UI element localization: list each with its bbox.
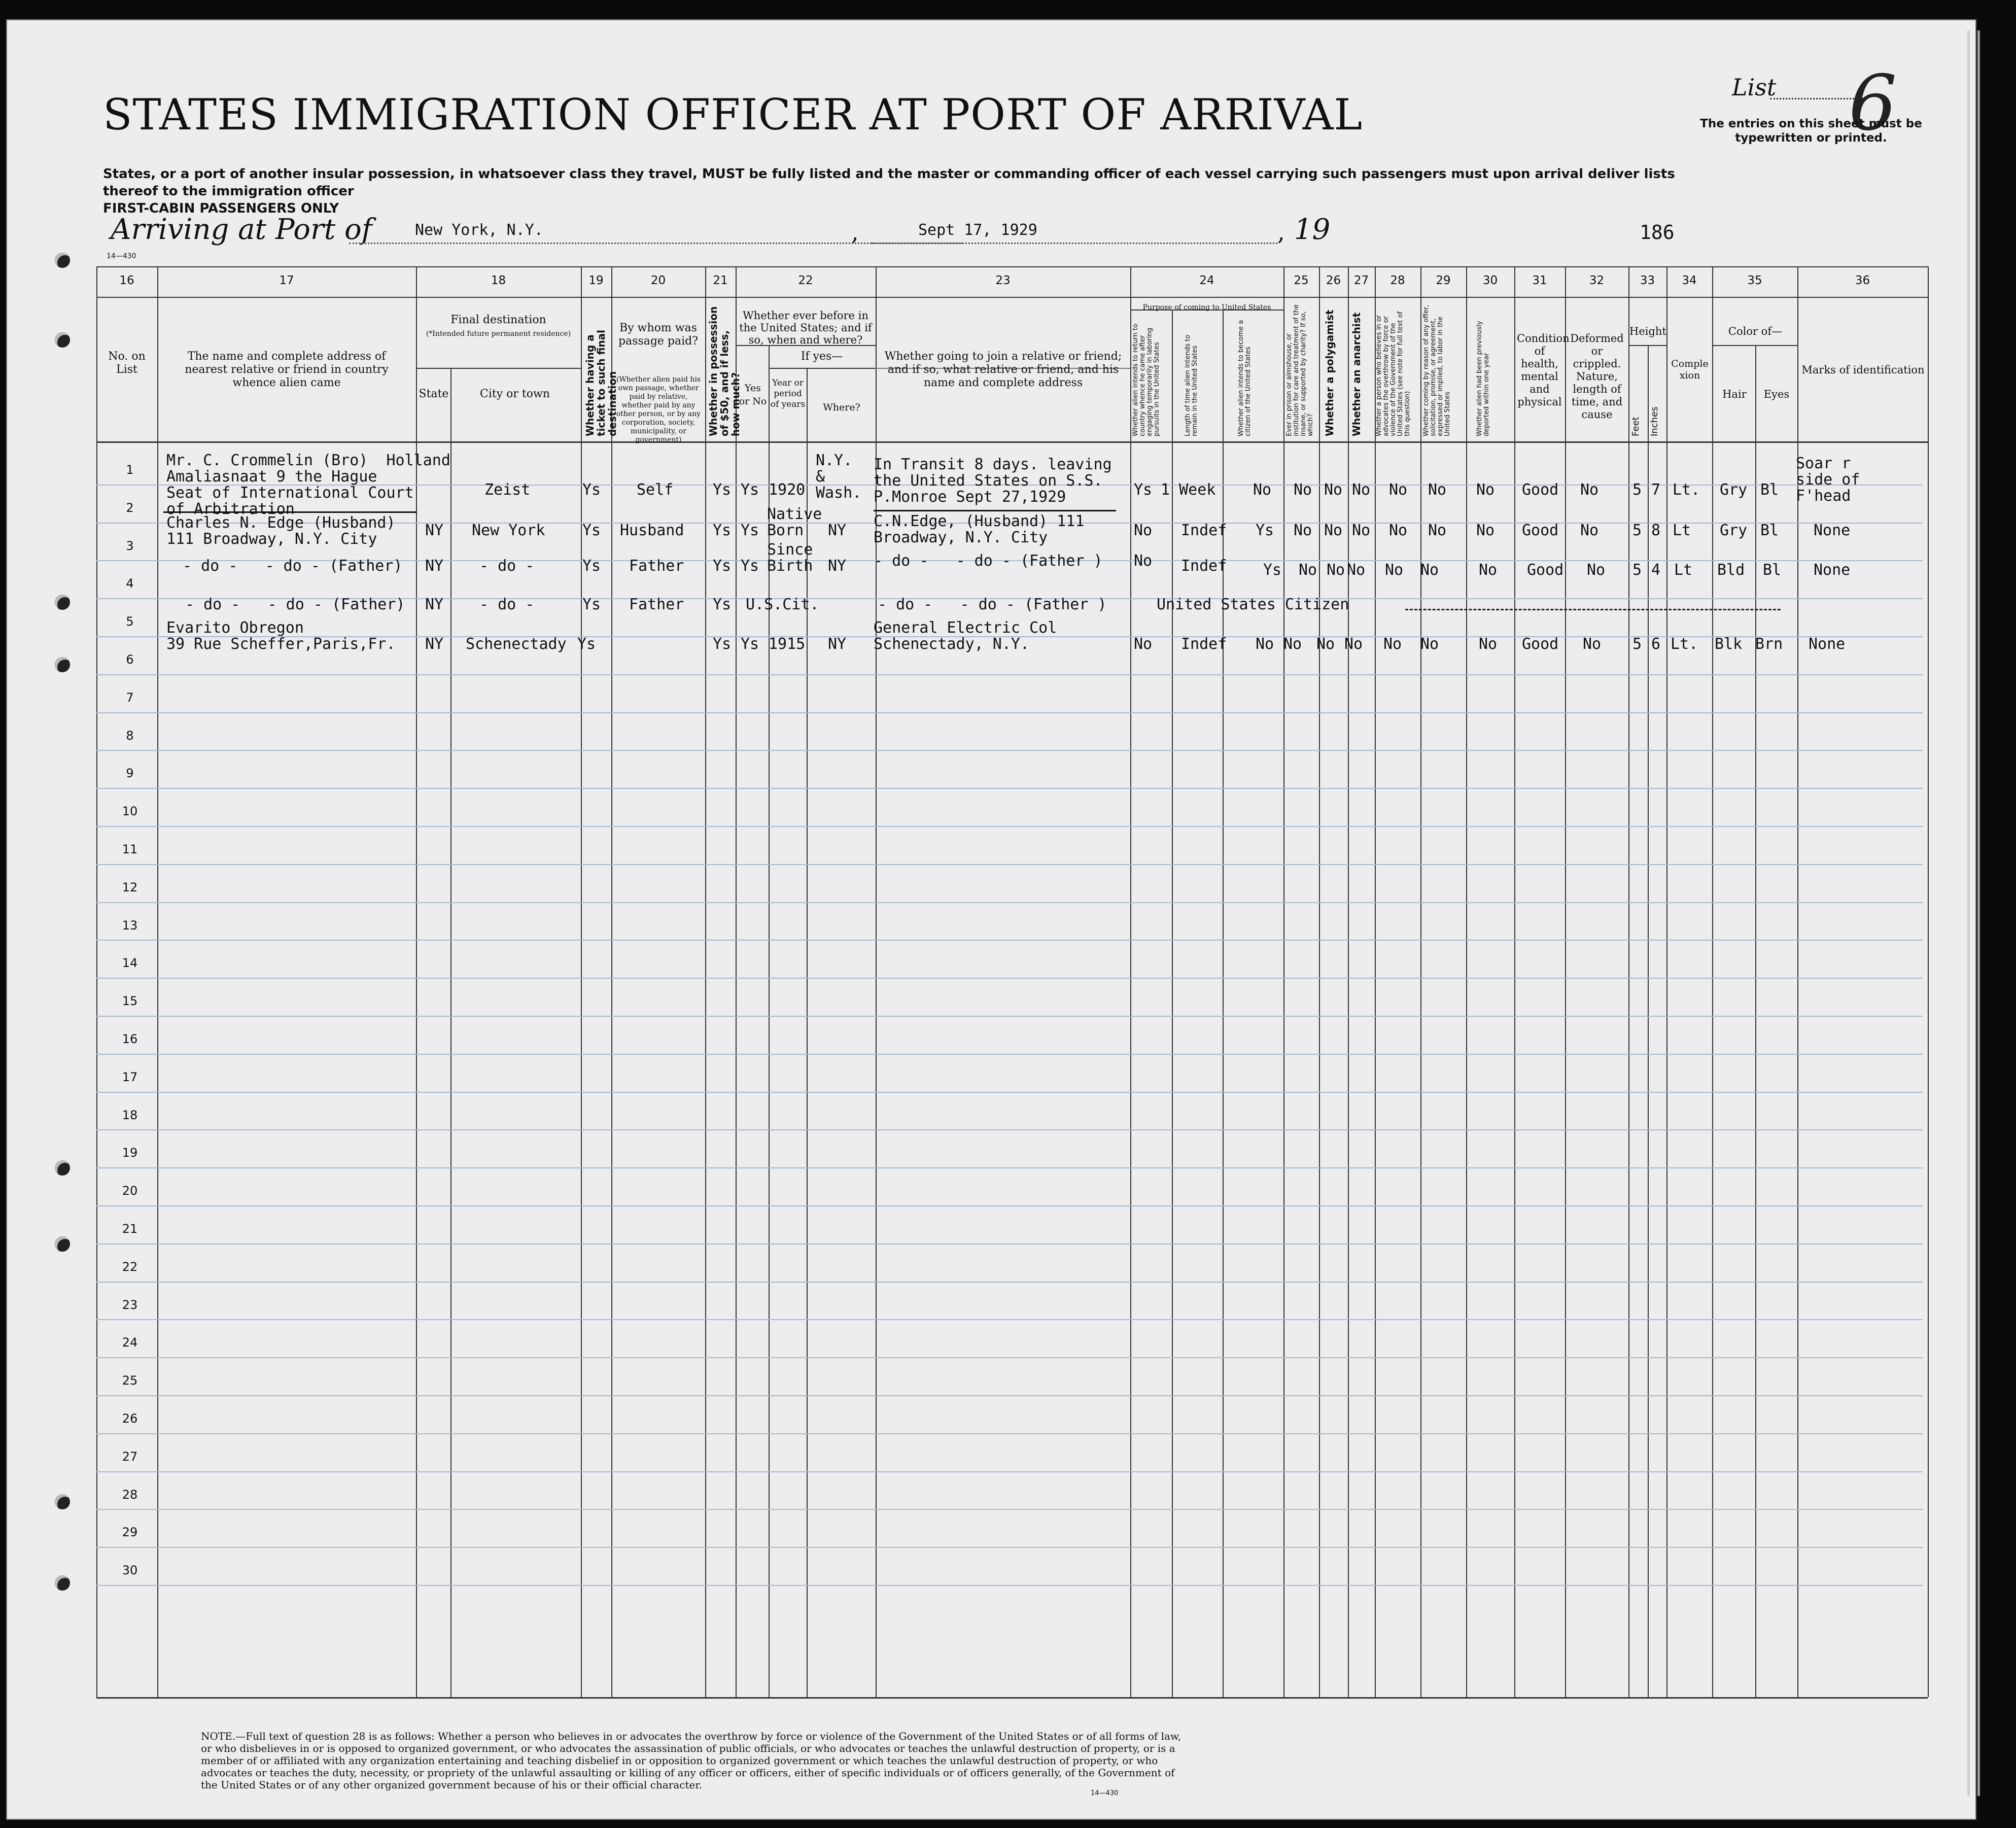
entry-offer: No — [1420, 635, 1439, 653]
page-edge — [1967, 30, 1970, 1796]
entry-state: NY — [425, 522, 444, 539]
header-ticket: Whether having a ticket to such final destination — [584, 330, 618, 436]
entry-overthrow: No — [1383, 635, 1402, 653]
sheet-code: 186 — [1640, 221, 1675, 244]
row-number: 13 — [122, 918, 138, 933]
column-number: 25 — [1294, 274, 1309, 287]
column-number: 30 — [1482, 274, 1498, 287]
entry-year: 1920 — [769, 481, 806, 499]
header-passage-note: (Whether alien paid his own passage, whether paid by relative, whether paid by any other person, or by any corporation, society, municipality, or government) — [616, 375, 701, 444]
row-number: 1 — [126, 463, 134, 477]
entry-return: No — [1134, 552, 1153, 570]
header-no-on-list: No. on List — [108, 350, 146, 376]
entry-health: Good — [1522, 635, 1559, 653]
entry-length: 1 Week — [1161, 481, 1216, 499]
row-rule — [96, 1395, 1923, 1396]
entry-city: - do - — [479, 557, 535, 575]
entry-health: Good — [1527, 561, 1564, 579]
entry-deported: No — [1479, 561, 1498, 579]
date-line — [872, 243, 1277, 244]
entry-state: NY — [425, 635, 444, 653]
row-number: 9 — [126, 766, 134, 781]
entry-underline — [874, 510, 1116, 511]
entry-offer: No — [1420, 561, 1439, 579]
column-number: 26 — [1326, 274, 1341, 287]
binder-hole — [55, 1236, 70, 1252]
entry-relative: - do - - do - (Father) — [183, 557, 403, 575]
row-rule — [96, 1205, 1923, 1206]
entry-length: Indef — [1181, 635, 1227, 653]
row-rule — [96, 864, 1923, 865]
entry-return: Ys — [1134, 481, 1153, 499]
entry-hair: Gry — [1720, 522, 1748, 539]
entry-anarchist: No — [1344, 635, 1363, 653]
entry-prison: No — [1294, 481, 1312, 499]
header-polygamist: Whether a polygamist — [1324, 309, 1336, 436]
footer-code: 14—430 — [1091, 1789, 1119, 1797]
entry-return: No — [1134, 522, 1153, 539]
row-number: 17 — [122, 1070, 138, 1084]
entry-ticket: Ys — [577, 635, 596, 653]
entry-inches: 8 — [1651, 522, 1661, 539]
entry-before: Ys — [741, 635, 759, 653]
header-length-of-stay: Length of time alien intends to remain in the United States — [1184, 334, 1199, 436]
entry-relative: Evarito Obregon 39 Rue Scheffer,Paris,Fr. — [166, 619, 396, 653]
entry-city: Zeist — [484, 481, 531, 499]
row-rule — [96, 1319, 1923, 1320]
row-number: 11 — [122, 842, 138, 856]
column-number: 27 — [1353, 274, 1369, 287]
entry-state: NY — [425, 596, 444, 613]
entry-marks: None — [1814, 561, 1851, 579]
page-edge — [1977, 30, 1980, 1796]
entry-citizen: Ys — [1256, 522, 1274, 539]
column-number: 18 — [491, 274, 506, 287]
row-rule — [96, 978, 1923, 979]
row-number: 19 — [122, 1146, 138, 1160]
entry-year: Since Birth — [767, 541, 813, 575]
column-number: 34 — [1682, 274, 1697, 287]
column-number: 33 — [1640, 274, 1655, 287]
row-number: 20 — [122, 1184, 138, 1198]
entry-deported: No — [1479, 635, 1498, 653]
column-number: 31 — [1532, 274, 1547, 287]
entry-hair: Gry — [1720, 481, 1748, 499]
entry-inches: 4 — [1651, 561, 1661, 579]
header-before-in-us: Whether ever before in the United States; and if so, when and where? — [739, 309, 872, 346]
row-rule — [96, 712, 1923, 713]
entry-year: Native Born — [767, 505, 822, 539]
entry-prison: No — [1294, 522, 1312, 539]
row-number: 27 — [122, 1449, 138, 1464]
entry-prison: No — [1299, 561, 1317, 579]
entry-inches: 7 — [1651, 481, 1661, 499]
row-rule — [96, 674, 1923, 675]
header-feet: Feet — [1630, 417, 1641, 436]
entry-fifty: Ys — [713, 557, 732, 575]
entry-where: N.Y. & Wash. — [816, 452, 862, 502]
row-rule — [96, 750, 1923, 751]
row-number: 22 — [122, 1259, 138, 1274]
column-number: 17 — [279, 274, 294, 287]
header-fifty-dollars: Whether in possession of $50, and if less, how much? — [707, 306, 742, 436]
entry-marks: None — [1814, 522, 1851, 539]
column-number: 23 — [995, 274, 1011, 287]
entry-join: - do - - do - (Father ) — [878, 596, 1107, 613]
entry-polygamist: No — [1324, 481, 1343, 499]
entry-ticket: Ys — [582, 481, 601, 499]
entry-eyes: Bl — [1763, 561, 1782, 579]
row-rule — [96, 1129, 1923, 1130]
header-health: Condition of health, mental and physical — [1517, 332, 1570, 408]
entry-deformed: No — [1580, 522, 1599, 539]
entry-city: - do - — [479, 596, 535, 613]
row-number: 7 — [126, 690, 134, 705]
header-purpose: Purpose of coming to United States — [1142, 303, 1271, 312]
binder-hole — [55, 657, 70, 672]
binder-hole — [55, 595, 70, 610]
entry-feet: 5 — [1632, 522, 1642, 539]
row-rule — [96, 1433, 1923, 1434]
header-inches: Inches — [1649, 406, 1660, 436]
row-number: 2 — [126, 500, 134, 515]
header-marks: Marks of identification — [1801, 364, 1925, 376]
entry-overthrow: No — [1385, 561, 1404, 579]
entry-fifty: Ys — [713, 481, 732, 499]
row-number: 18 — [122, 1108, 138, 1122]
header-state: State — [419, 388, 449, 400]
entry-city: Schenectady — [466, 635, 567, 653]
entry-join: In Transit 8 days. leaving the United States on S.S. P.Monroe Sept 27,1929 — [874, 456, 1112, 506]
entry-underline — [163, 511, 417, 513]
instructions — [103, 165, 1726, 217]
arriving-label: Arriving at Port of — [111, 213, 372, 246]
header-final-destination: Final destination — [450, 314, 546, 326]
header-eyes: Eyes — [1763, 388, 1790, 400]
entry-paid-by: Father — [629, 596, 684, 613]
entry-anarchist: No — [1347, 561, 1366, 579]
entry-citizen-note: United States Citizen — [1157, 596, 1349, 613]
row-rule — [96, 1471, 1923, 1472]
entry-city: New York — [472, 522, 545, 539]
entry-health: Good — [1522, 522, 1559, 539]
header-return-intent: Whether alien intends to return to country whence he came after engaging temporarily in laboring pursuits in the United States — [1132, 324, 1161, 436]
row-rule — [96, 1054, 1923, 1055]
port-line — [349, 243, 963, 244]
entry-deformed: No — [1583, 635, 1602, 653]
row-number: 24 — [122, 1335, 138, 1350]
row-rule — [96, 1167, 1923, 1168]
row-number: 14 — [122, 956, 138, 971]
row-rule — [96, 1016, 1923, 1017]
header-where: Where? — [823, 402, 860, 413]
entry-feet: 5 — [1632, 561, 1642, 579]
header-hair: Hair — [1722, 388, 1747, 400]
header-passage-paid: By whom was passage paid? — [618, 322, 699, 348]
entry-state: NY — [425, 557, 444, 575]
class-line: FIRST-CABIN PASSENGERS ONLY — [103, 201, 339, 216]
row-number: 5 — [126, 614, 134, 629]
header-deported: Whether alien had been previously deported within one year — [1476, 321, 1490, 436]
row-rule — [96, 1092, 1923, 1093]
entry-deformed: No — [1587, 561, 1606, 579]
row-number: 8 — [126, 728, 134, 743]
binder-hole — [55, 253, 70, 268]
entry-relative: Mr. C. Crommelin (Bro) Holland Amaliasnaat 9 the Hague Seat of International Court of Arbitration — [166, 452, 450, 518]
row-number: 3 — [126, 538, 134, 553]
footnote: NOTE.—Full text of question 28 is as follows: Whether a person who believes in or advocates the overthrow by force or violence of the Government of the United States or of all forms of law, or who disbelieves in or is opposed to organized government, or who advocates the assassination of public officials, or who advocates or teaches the unlawful destruction of property, or is a member of or affiliated with any organization entertaining and teaching disbelief in or opposition to organized government or which teaches the unlawful destruction of property, or who advocates or teaches the duty, necessity, or propriety of the unlawful assaulting or killing of any officer or officers, either of specific individuals or of officers generally, of the Government of the United States or of any other organized government because of his or their official character. — [201, 1730, 1181, 1791]
header-citizen-intent: Whether alien intends to become a citizen of the United States — [1237, 320, 1252, 436]
year-prefix: 19 — [1294, 213, 1331, 246]
column-number: 36 — [1855, 274, 1870, 287]
entry-anarchist: No — [1352, 481, 1371, 499]
entry-marks: Soar r side of F'head — [1796, 455, 1860, 505]
entry-health: Good — [1522, 481, 1559, 499]
entry-eyes: Brn — [1755, 635, 1783, 653]
row-number: 15 — [122, 994, 138, 1009]
header-relative: The name and complete address of nearest relative or friend in country whence alien came — [185, 350, 389, 389]
entry-length: Indef — [1181, 557, 1227, 575]
row-number: 6 — [126, 652, 134, 667]
header-city: City or town — [480, 388, 550, 400]
row-rule — [96, 826, 1923, 827]
row-rule — [96, 1547, 1923, 1548]
row-number: 12 — [122, 880, 138, 894]
arrival-line: Arriving at Port of New York, N.Y. , Sept 17, 1929 , 19 186 — [111, 213, 1675, 246]
list-number: 6 — [1849, 59, 1897, 148]
row-rule — [96, 1585, 1923, 1586]
entry-dash-line — [1405, 609, 1781, 610]
binder-hole — [55, 332, 70, 348]
entry-paid-by: Husband — [620, 522, 684, 539]
manifest-sheet — [7, 20, 1975, 1819]
entry-paid-by: Self — [637, 481, 674, 499]
entry-eyes: Bl — [1760, 522, 1779, 539]
entry-before: U.S.Cit. — [746, 596, 819, 613]
row-number: 29 — [122, 1525, 138, 1540]
entry-join: C.N.Edge, (Husband) 111 Broadway, N.Y. City — [874, 512, 1085, 546]
row-number: 10 — [122, 804, 138, 819]
column-number: 24 — [1199, 274, 1214, 287]
column-number: 29 — [1436, 274, 1451, 287]
entry-hair: Blk — [1715, 635, 1743, 653]
entry-before: Ys — [741, 522, 759, 539]
header-year: Year or period of years — [770, 378, 806, 409]
arrival-date: Sept 17, 1929 — [918, 221, 1037, 239]
entry-before: Ys — [741, 481, 759, 499]
sheet-note: The entries on this sheet must be typewritten or printed. — [1700, 117, 1922, 145]
column-number: 19 — [588, 274, 604, 287]
row-rule — [96, 1509, 1923, 1510]
entry-deported: No — [1476, 481, 1495, 499]
form-number: 14—430 — [107, 252, 136, 260]
entry-complexion: Lt — [1673, 522, 1691, 539]
entry-where: NY — [828, 557, 847, 575]
binder-hole — [55, 1160, 70, 1176]
entry-join: General Electric Col Schenectady, N.Y. — [874, 619, 1057, 653]
header-overthrow: Whether a person who believes in or advocates the overthrow by force or violence of the Government of the United States (see note for full text of this question) — [1375, 311, 1411, 436]
entry-polygamist: No — [1324, 522, 1343, 539]
header-yes-no: Yes or No — [739, 383, 767, 407]
entry-feet: 5 — [1632, 481, 1642, 499]
entry-return: No — [1134, 635, 1153, 653]
entry-overthrow: No — [1389, 481, 1408, 499]
entry-fifty: Ys — [713, 522, 732, 539]
entry-paid-by: Father — [629, 557, 684, 575]
entry-before: Ys — [741, 557, 759, 575]
entry-feet: 5 — [1632, 635, 1642, 653]
entry-where: NY — [828, 522, 847, 539]
entry-fifty: Ys — [713, 635, 732, 653]
entry-complexion: Lt. — [1671, 635, 1698, 653]
row-number: 16 — [122, 1032, 138, 1046]
column-number: 35 — [1747, 274, 1762, 287]
binder-hole — [55, 1575, 70, 1591]
column-number: 32 — [1589, 274, 1605, 287]
column-number: 22 — [798, 274, 813, 287]
column-number: 20 — [650, 274, 666, 287]
entry-relative: - do - - do - (Father) — [185, 596, 405, 613]
row-number: 25 — [122, 1373, 138, 1388]
list-label: List — [1732, 74, 1777, 101]
entry-anarchist: No — [1352, 522, 1371, 539]
column-number: 21 — [713, 274, 728, 287]
header-height: Height — [1629, 325, 1666, 337]
entry-eyes: Bl — [1760, 481, 1779, 499]
header-destination-note: (*Intended future permanent residence) — [426, 330, 571, 338]
entry-complexion: Lt — [1674, 561, 1693, 579]
header-color-of: Color of— — [1728, 325, 1783, 337]
entry-ticket: Ys — [582, 522, 601, 539]
entry-prison: No — [1283, 635, 1302, 653]
entry-deported: No — [1476, 522, 1495, 539]
row-rule — [96, 1357, 1923, 1358]
entry-year: 1915 — [769, 635, 806, 653]
row-number: 26 — [122, 1411, 138, 1426]
entry-ticket: Ys — [582, 596, 601, 613]
row-number: 28 — [122, 1487, 138, 1502]
entry-length: Indef — [1181, 522, 1227, 539]
header-labor-offer: Whether coming by reason of any offer, solicitation, promise, or agreement, expressed or implied, to labor in the United States — [1422, 304, 1451, 436]
entry-inches: 6 — [1651, 635, 1661, 653]
entry-marks: None — [1809, 635, 1846, 653]
instruction-text: States, or a port of another insular possession, in whatsoever class they travel, MUST be fully listed and the master or commanding officer of each vessel carrying such passengers must upon arrival deliver lists thereof to the immigration officer — [103, 166, 1675, 199]
entry-relative: Charles N. Edge (Husband) 111 Broadway, N.Y. City — [166, 514, 396, 548]
header-anarchist: Whether an anarchist — [1350, 312, 1363, 436]
arrival-port: New York, N.Y. — [415, 221, 543, 239]
entry-citizen: Ys — [1263, 561, 1282, 579]
entry-complexion: Lt. — [1673, 481, 1700, 499]
entry-citizen: No — [1256, 635, 1274, 653]
row-number: 23 — [122, 1297, 138, 1312]
entry-polygamist: No — [1327, 561, 1345, 579]
row-rule — [96, 788, 1923, 789]
entry-offer: No — [1428, 481, 1447, 499]
binder-hole — [55, 1494, 70, 1509]
entry-polygamist: No — [1316, 635, 1335, 653]
row-rule — [96, 1282, 1923, 1283]
header-deformed: Deformed or crippled. Nature, length of time, and cause — [1570, 332, 1624, 421]
column-number: 16 — [119, 274, 134, 287]
entry-join: - do - - do - (Father ) — [874, 552, 1103, 570]
column-number: 28 — [1390, 274, 1405, 287]
row-rule — [96, 902, 1923, 903]
entry-overthrow: No — [1389, 522, 1408, 539]
page-title: STATES IMMIGRATION OFFICER AT PORT OF ARRIVAL — [103, 90, 1363, 140]
entry-citizen: No — [1253, 481, 1272, 499]
header-prison: Ever in prison or almshouse, or institution for care and treatment of the insane, or supported by charity? If so, which? — [1285, 304, 1314, 436]
row-rule — [96, 1244, 1923, 1245]
entry-offer: No — [1428, 522, 1447, 539]
row-number: 21 — [122, 1222, 138, 1236]
row-number: 30 — [122, 1563, 138, 1578]
entry-where: NY — [828, 635, 847, 653]
header-join-relative: Whether going to join a relative or friend; and if so, what relative or friend, and his name and complete address — [884, 350, 1122, 389]
header-if-yes: If yes— — [801, 350, 843, 363]
entry-fifty: Ys — [713, 596, 732, 613]
entry-deformed: No — [1580, 481, 1599, 499]
row-number: 4 — [126, 576, 134, 591]
entry-ticket: Ys — [582, 557, 601, 575]
header-complexion: Complexion — [1671, 358, 1709, 381]
entry-hair: Bld — [1717, 561, 1745, 579]
row-rule — [96, 940, 1923, 941]
